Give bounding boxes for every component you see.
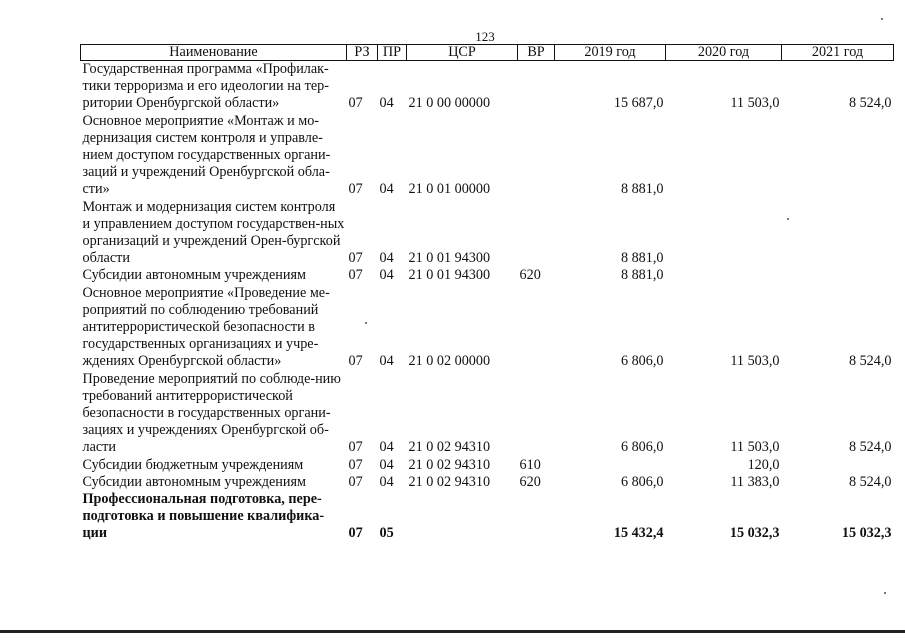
row-2019: 15 432,4 [613, 525, 664, 542]
row-csr: 21 0 02 94310 [408, 456, 491, 473]
row-vr [518, 113, 555, 199]
budget-table [80, 44, 894, 543]
row-2019: 8 881,0 [620, 181, 664, 198]
row-2021: 8 524,0 [848, 95, 892, 112]
row-name: Государственная программа «Профилак-тики терроризма и его идеологии на тер-ритории Оренбургской области» [82, 61, 329, 112]
row-pr: 04 [379, 439, 394, 456]
row-csr: 21 0 00 00000 [408, 95, 491, 112]
header-rz: РЗ [347, 45, 378, 61]
table-row [81, 199, 894, 268]
row-csr: 21 0 01 00000 [408, 181, 491, 198]
table-row [81, 371, 894, 457]
row-2019 [555, 457, 666, 474]
row-csr: 21 0 02 00000 [408, 353, 491, 370]
row-2020 [666, 267, 782, 284]
row-2021: 8 524,0 [848, 353, 892, 370]
row-pr: 05 [379, 525, 394, 542]
scan-speck [884, 592, 886, 594]
row-vr: 620 [519, 473, 541, 490]
table-row [81, 457, 894, 474]
row-2020 [666, 113, 782, 199]
table-row [81, 491, 894, 543]
row-name: Проведение мероприятий по соблюде-нию требований антитеррористической безопасности в государственных органи-зациях и учреждениях Оренбургской об-ласти [82, 370, 341, 456]
row-pr: 04 [379, 181, 394, 198]
row-vr [518, 491, 555, 543]
row-csr: 21 0 01 94300 [408, 267, 491, 284]
row-pr: 04 [379, 250, 394, 267]
scan-speck [365, 322, 367, 324]
row-pr: 04 [379, 456, 394, 473]
header-csr: ЦСР [407, 45, 518, 61]
row-pr: 04 [379, 473, 394, 490]
table-row [81, 285, 894, 371]
row-csr: 21 0 02 94310 [408, 473, 491, 490]
row-2021 [782, 113, 894, 199]
row-2021: 8 524,0 [848, 439, 892, 456]
row-vr: 620 [519, 267, 541, 284]
row-pr: 04 [379, 95, 394, 112]
header-row [81, 45, 894, 61]
table-row [81, 474, 894, 491]
page-number: 123 [475, 29, 495, 44]
row-rz: 07 [348, 473, 363, 490]
header-2019: 2019 год [555, 45, 666, 61]
row-vr [518, 199, 555, 268]
row-rz: 07 [348, 95, 363, 112]
row-vr [518, 61, 555, 113]
row-name: Монтаж и модернизация систем контроля и управлением доступом государствен-ных организаций и учреждений Орен-бургской области [82, 198, 345, 267]
row-pr: 04 [379, 353, 394, 370]
row-2021 [782, 457, 894, 474]
row-csr: 21 0 02 94310 [408, 439, 491, 456]
header-pr: ПР [378, 45, 407, 61]
header-2021: 2021 год [782, 45, 894, 61]
row-2021: 15 032,3 [841, 525, 892, 542]
table-row [81, 61, 894, 113]
row-rz: 07 [348, 353, 363, 370]
row-name: Основное мероприятие «Монтаж и мо-дернизация систем контроля и управле-нием доступом государственных органи-заций и учреждений Оренбургской обла-сти» [82, 112, 331, 198]
row-2019: 15 687,0 [613, 95, 664, 112]
row-vr [518, 371, 555, 457]
row-rz: 07 [348, 456, 363, 473]
row-name: Основное мероприятие «Проведение ме-роприятий по соблюдению требований антитеррористической безопасности в государственных организациях и учре-ждениях Оренбургской области» [82, 284, 330, 370]
row-2019: 6 806,0 [620, 473, 664, 490]
row-rz: 07 [348, 525, 363, 542]
scan-speck [881, 18, 883, 20]
row-2020: 11 383,0 [730, 473, 780, 490]
row-2019: 6 806,0 [620, 439, 664, 456]
row-rz: 07 [348, 250, 363, 267]
row-rz: 07 [348, 439, 363, 456]
row-csr [407, 491, 518, 543]
table-row [81, 267, 894, 284]
row-name: Субсидии автономным учреждениям [82, 473, 306, 490]
row-2020: 11 503,0 [730, 439, 780, 456]
header-vr: ВР [518, 45, 555, 61]
page-bottom-rule [0, 630, 905, 633]
row-name: Профессиональная подготовка, пере-подготовка и повышение квалифика-ции [82, 491, 325, 542]
table-row [81, 113, 894, 199]
header-name: Наименование [81, 45, 347, 61]
row-2020 [666, 199, 782, 268]
row-2021 [782, 199, 894, 268]
row-csr: 21 0 01 94300 [408, 250, 491, 267]
row-2020: 120,0 [747, 456, 780, 473]
row-name: Субсидии бюджетным учреждениям [82, 456, 304, 473]
row-2020: 11 503,0 [730, 95, 780, 112]
row-2020: 15 032,3 [729, 525, 780, 542]
row-vr: 610 [519, 456, 541, 473]
row-2021: 8 524,0 [848, 473, 892, 490]
scan-speck [787, 218, 789, 220]
row-2021 [782, 267, 894, 284]
row-vr [518, 285, 555, 371]
row-2019: 8 881,0 [620, 250, 664, 267]
row-rz: 07 [348, 181, 363, 198]
row-2020: 11 503,0 [730, 353, 780, 370]
row-name: Субсидии автономным учреждениям [82, 267, 306, 284]
header-2020: 2020 год [666, 45, 782, 61]
row-2019: 6 806,0 [620, 353, 664, 370]
row-pr: 04 [379, 267, 394, 284]
row-2019: 8 881,0 [620, 267, 664, 284]
row-rz: 07 [348, 267, 363, 284]
